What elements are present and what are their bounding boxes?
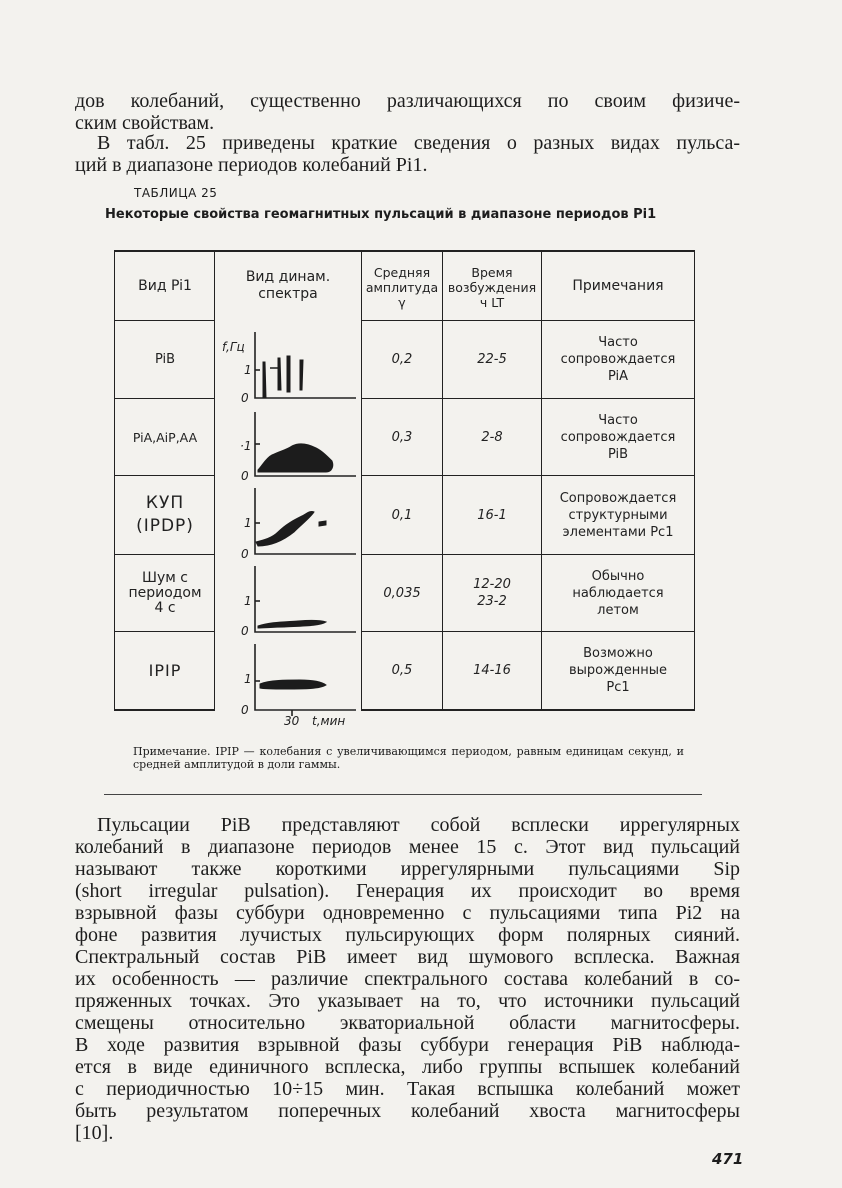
header-amplitude: Средняя амплитуда γ	[365, 264, 439, 310]
text-line: называют также короткими иррегулярными пульсациями Sip	[75, 858, 740, 880]
y-tick-zero: 0	[241, 391, 249, 405]
text-line: ций в диапазоне периодов колебаний Pi1.	[75, 154, 428, 176]
table-cell-amplitude: 0,3	[391, 429, 413, 445]
y-tick-one: 1	[244, 672, 252, 686]
header-notes: Примечания	[572, 277, 664, 294]
text-line: (short irregular pulsation). Генерация их происходит во время	[75, 880, 740, 902]
table-cell-amplitude: 0,2	[391, 352, 413, 367]
table-cell-note: Возможно вырожденные Pc1	[568, 646, 668, 695]
table-cell-time: 12-20 23-2	[473, 577, 511, 609]
table-cell-note: Обычно наблюдается летом	[572, 568, 664, 618]
text-line: быть результатом поперечных колебаний хвоста магнитосферы	[75, 1100, 740, 1122]
y-tick-one: 1	[244, 594, 252, 608]
table-cell-amplitude: 0,1	[391, 507, 413, 523]
table-cell-type: КУП (IPDP)	[136, 493, 194, 536]
text-line: Спектральный состав PiB имеет вид шумового всплеска. Важная	[75, 946, 740, 968]
text-line: [10].	[75, 1122, 114, 1144]
table-cell-note: Часто сопровождается PiB	[560, 412, 676, 462]
x-tick: 30	[284, 714, 300, 728]
text-line: В ходе развития взрывной фазы суббури генерация PiB наблюда-	[75, 1034, 740, 1056]
page-number: 471	[712, 1150, 744, 1168]
text-line: ским свойствам.	[75, 112, 215, 134]
table-cell-type: PiB	[154, 352, 176, 367]
header-time: Время возбуждения ч LT	[447, 264, 537, 310]
table-cell-time: 2-8	[481, 429, 503, 445]
text-line: смещены относительно экваториальной области магнитосферы.	[75, 1012, 740, 1034]
spectra-figure	[214, 320, 361, 730]
text-line: Пульсации PiB представляют собой всплески иррегулярных	[97, 814, 740, 836]
text-line: колебаний в диапазоне периодов менее 15 с. Этот вид пульсаций	[75, 836, 740, 858]
text-line: пряженных точках. Это указывает на то, что источники пульсаций	[75, 990, 740, 1012]
header-type: Вид Pi1	[138, 277, 192, 294]
text-line: ется в виде единичного всплеска, либо группы вспышек колебаний	[75, 1056, 740, 1078]
y-tick-zero: 0	[241, 703, 249, 717]
table-cell-time: 14-16	[473, 663, 511, 678]
text-line: фоне развития лучистых пульсирующих форм полярных сияний.	[75, 924, 740, 946]
table-cell-type: IPIP	[148, 661, 182, 680]
table-label: ТАБЛИЦА 25	[134, 186, 218, 200]
table-cell-type: Шум с периодом 4 с	[128, 569, 202, 616]
table-cell-amplitude: 0,035	[383, 585, 421, 601]
table-cell-type: PiA,AiP,AA	[132, 429, 198, 445]
text-line: их особенность — различие спектрального состава колебаний в со-	[75, 968, 740, 990]
y-tick-one: 1	[244, 516, 252, 530]
y-tick-one: ·1	[240, 439, 252, 453]
y-tick-zero: 0	[241, 624, 249, 638]
table-cell-amplitude: 0,5	[391, 663, 413, 678]
x-axis-label: t,мин	[312, 714, 346, 728]
header-spectrum: Вид динам. спектра	[245, 269, 331, 302]
separator	[104, 794, 702, 795]
y-axis-label: f,Гц	[222, 340, 245, 354]
table-title: Некоторые свойства геомагнитных пульсаций в диапазоне периодов Pi1	[105, 207, 657, 222]
y-tick-zero: 0	[241, 469, 249, 483]
text-line: дов колебаний, существенно различающихся по своим физиче-	[75, 90, 740, 112]
y-tick-one: 1	[244, 363, 252, 377]
table-cell-note: Сопровождается структурными элементами Pc1	[559, 490, 677, 540]
table-footnote: Примечание. IPIP — колебания с увеличивающимся периодом, равным единицам секунд, и средней амплитудой в доли гаммы.	[133, 745, 684, 771]
text-line: с периодичностью 10÷15 мин. Такая вспышка колебаний может	[75, 1078, 740, 1100]
text-line: взрывной фазы суббури одновременно с пульсациями типа Pi2 на	[75, 902, 740, 924]
y-tick-zero: 0	[241, 547, 249, 561]
table-cell-time: 16-1	[477, 507, 507, 523]
text-line: В табл. 25 приведены краткие сведения о разных видах пульса-	[97, 132, 740, 154]
table-cell-note: Часто сопровождается PiA	[560, 335, 676, 384]
table-cell-time: 22-5	[477, 352, 507, 367]
